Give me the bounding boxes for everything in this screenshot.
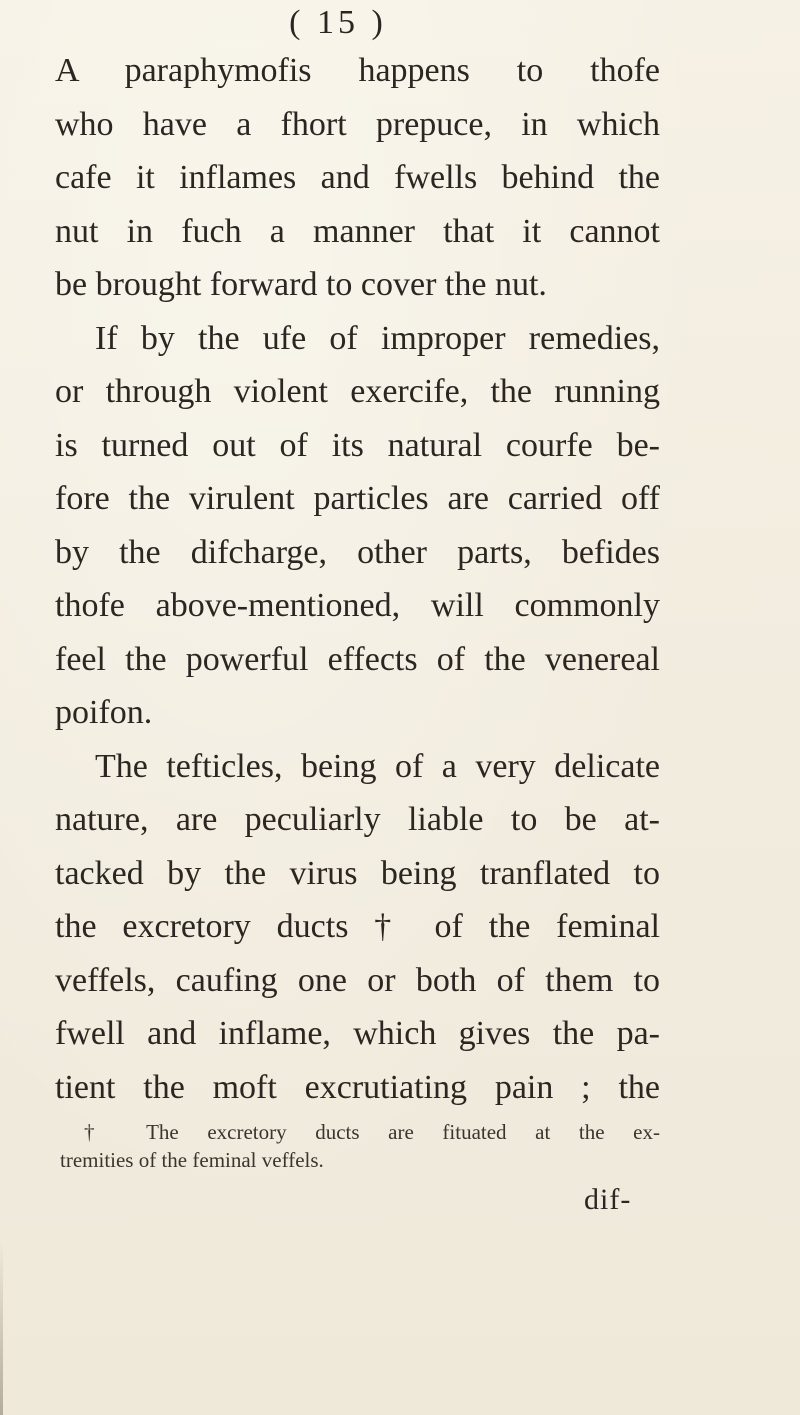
text-line: fwell and inflame, which gives the pa- — [55, 1015, 660, 1052]
text-line: fore the virulent particles are carried off — [55, 480, 660, 517]
page-edge-shadow — [0, 1240, 3, 1415]
catchword: dif- — [584, 1183, 632, 1216]
text-line: who have a fhort prepuce, in which — [55, 105, 660, 143]
footnote-line: tremities of the feminal veffels. — [60, 1148, 324, 1172]
text-line: The tefticles, being of a very delicate — [95, 747, 660, 785]
text-line: nature, are peculiarly liable to be at- — [55, 801, 660, 838]
text-line: be brought forward to cover the nut. — [55, 266, 547, 303]
text-line: poifon. — [55, 694, 153, 731]
text-line: tacked by the virus being tranflated to — [55, 854, 660, 892]
text-line: the excretory ducts † of the feminal — [55, 908, 660, 945]
text-line: nut in fuch a manner that it cannot — [55, 212, 660, 250]
body-text — [55, 44, 660, 1114]
text-line: by the difcharge, other parts, befides — [55, 533, 660, 571]
footnote — [60, 1118, 660, 1174]
page-number: ( 15 ) — [289, 4, 387, 41]
text-line: If by the ufe of improper remedies, — [95, 319, 660, 357]
footnote-line: † The excretory ducts are fituated at the ex- — [84, 1120, 660, 1144]
text-line: A paraphymofis happens to thofe — [55, 52, 660, 89]
text-line: tient the moft excrutiating pain ; the — [55, 1068, 660, 1106]
text-line: or through violent exercife, the running — [55, 373, 660, 410]
text-line: is turned out of its natural courfe be- — [55, 426, 660, 464]
text-line: cafe it inflames and fwells behind the — [55, 159, 660, 196]
text-line: veffels, caufing one or both of them to — [55, 961, 660, 999]
text-line: feel the powerful effects of the venereal — [55, 640, 660, 678]
text-line: thofe above-mentioned, will commonly — [55, 587, 660, 624]
